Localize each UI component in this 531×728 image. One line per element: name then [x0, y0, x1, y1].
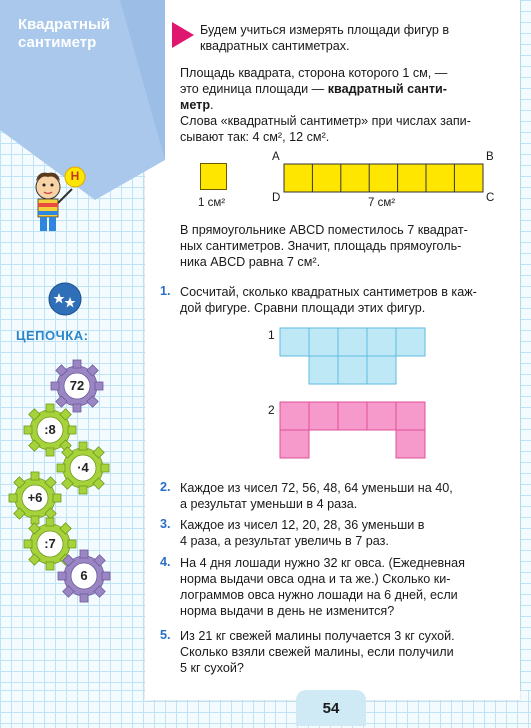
definition-text: Площадь квадрата, сторона которого 1 см, — это единица площади — квадратный санти- метр. Слова «квадратный сантиметр» при числах запи- сывают так: 4 см², 12 см². [180, 66, 471, 144]
badge-letter: Н [70, 169, 80, 183]
stars-icon [48, 282, 82, 316]
corner-c-label: C [486, 192, 495, 204]
task-5-number: 5. [160, 628, 171, 642]
corner-a-label: A [272, 151, 280, 163]
rectangle-abcd [280, 160, 490, 194]
gear-value-5: :7 [44, 536, 56, 551]
right-grid-margin [520, 0, 531, 728]
unit-square-label: 1 см² [198, 197, 226, 209]
intro-text: Будем учиться измерять площади фигур в квадратных сантиметрах. [200, 23, 450, 53]
corner-d-label: D [272, 192, 281, 204]
page-title: Квадратный сантиметр [18, 16, 110, 51]
chain-label: ЦЕПОЧКА: [16, 328, 89, 343]
task-4-text: На 4 дня лошади нужно 32 кг овса. (Ежедневная норма выдачи овса одна и та же.) Сколько ки- лограммов овса нужно лошади на 6 дней, если норма выдачи в день не изменится? [180, 556, 465, 618]
task-2-number: 2. [160, 480, 171, 494]
task-3-number: 3. [160, 517, 171, 531]
task-5-text: Из 21 кг свежей малины получается 3 кг сухой. Сколько взяли свежей малины, если получили 5 кг сухой? [180, 629, 455, 675]
gear-value-1: 72 [69, 378, 85, 393]
rect-area-label: 7 см² [368, 197, 396, 209]
task-3-text: Каждое из чисел 12, 20, 28, 36 уменьши в 4 раза, а результат увеличь в 7 раз. [180, 518, 425, 548]
gear-value-3: ·4 [77, 460, 89, 475]
figure-1-number: 1 [268, 328, 275, 342]
gear-value-4: +6 [27, 490, 43, 505]
gear-value-2: :8 [44, 422, 56, 437]
page-number: 54 [296, 690, 366, 726]
figure-2-shape [278, 400, 428, 462]
task-2-text: Каждое из чисел 72, 56, 48, 64 уменьши на 40, а результат уменьши в 4 раза. [180, 481, 453, 511]
figure-2-number: 2 [268, 403, 275, 417]
gear-value-6: 6 [80, 568, 88, 583]
corner-b-label: B [486, 151, 494, 163]
task-1-text: Сосчитай, сколько квадратных сантиметров в каж- дой фигуре. Сравни площади этих фигур. [180, 285, 477, 315]
rect-explanation: В прямоугольнике ABCD поместилось 7 квадрат- ных сантиметров. Значит, площадь прямоуголь- ника ABCD равна 7 см². [180, 223, 468, 269]
unit-square [200, 163, 227, 190]
task-4-number: 4. [160, 555, 171, 569]
figure-1-shape [278, 326, 428, 388]
pink-triangle-marker [172, 22, 194, 48]
task-1-number: 1. [160, 284, 171, 298]
